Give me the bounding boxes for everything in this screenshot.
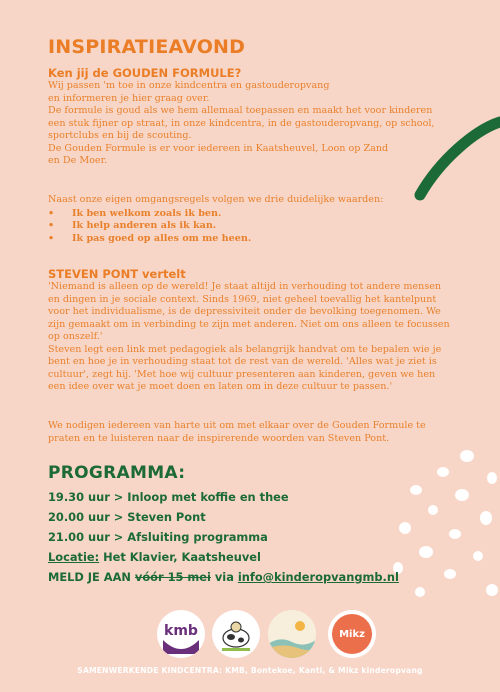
body-line: Steven legt een link met pedagogiek als belangrijk handvat om te bepalen wie je <box>48 343 442 355</box>
list-item: • Ik help anderen als ik kan. <box>48 220 217 231</box>
register-via: via <box>210 570 238 584</box>
intro-line: en informeren je hier graag over. <box>48 92 210 104</box>
register-email-link[interactable]: info@kinderopvangmb.nl <box>237 570 399 584</box>
intro-line: en De Moer. <box>48 155 108 166</box>
invite-line: praten en te luisteren naar de inspirerende woorden van Steven Pont. <box>48 432 390 444</box>
programma-item: 19.30 uur > Inloop met koffie en thee <box>48 490 289 504</box>
location-label: Locatie: <box>48 550 100 564</box>
intro-line: sportclubs en bij de scouting. <box>48 130 192 141</box>
list-item: • Ik pas goed op alles om me heen. <box>48 232 252 244</box>
bullet-icon: • <box>48 220 55 231</box>
quote-line: en dingen in je sociale context. Sinds 1969, niet geheel toevallig het kantelpunt <box>48 293 437 305</box>
bontekoe-logo <box>212 610 260 658</box>
location-line <box>48 550 261 564</box>
intro-line: De Gouden Formule is er voor iedereen in Kaatsheuvel, Loon op Zand <box>48 142 389 154</box>
cow-icon <box>212 610 260 658</box>
bullet-icon: • <box>48 207 55 219</box>
values-section <box>48 194 458 245</box>
quote-line: zijn gemaakt om in verbinding te zijn met anderen. Niet om ons alleen te focussen <box>48 318 450 330</box>
register-line <box>48 570 399 584</box>
mikz-logo-text: Mikz <box>339 628 365 640</box>
kanti-logo <box>268 610 316 658</box>
page-title: INSPIRATIEAVOND <box>48 36 246 58</box>
mikz-logo <box>328 610 376 658</box>
body-line: cultuur', zegt hij. 'Met hoe wij cultuur presenteren aan kinderen, geven we hen <box>48 368 436 380</box>
intro-line: Wij passen 'm toe in onze kindcentra en gastouderopvang <box>48 80 330 91</box>
intro-line: een stuk fijner op straat, in onze kindcentra, in de gastouderopvang, op school, <box>48 117 435 129</box>
body-line: bent en hoe je in verhouding staat tot de rest van de wereld. 'Alles wat je ziet is <box>48 356 437 367</box>
values-intro: Naast onze eigen omgangsregels volgen we drie duidelijke waarden: <box>48 194 384 205</box>
quote-line: 'Niemand is alleen op de wereld! Je staat altijd in verhouding tot andere mensen <box>48 281 442 292</box>
intro-heading: Ken jij de GOUDEN FORMULE? <box>48 66 242 80</box>
footer-partners: SAMENWERKENDE KINDCENTRA: KMB, Bontekoe, Kanti, & Mikz kinderopvang <box>77 666 423 675</box>
list-item: • Ik ben welkom zoals ik ben. <box>48 207 222 219</box>
quote-line: voor het individualisme, is de depressiviteit onder de bevolking toegenomen. We <box>48 306 441 317</box>
register-prefix: MELD JE AAN <box>48 570 135 584</box>
kmb-logo <box>157 610 205 658</box>
quote-line: op onszelf.' <box>48 331 103 342</box>
programma-item: 20.00 uur > Steven Pont <box>48 510 206 524</box>
location-value: Het Klavier, Kaatsheuvel <box>99 550 261 564</box>
kmb-logo-text: kmb <box>164 623 198 639</box>
steven-heading: STEVEN PONT vertelt <box>48 267 186 281</box>
intro-line: De formule is goud als we hem allemaal toepassen en maakt het voor kinderen <box>48 105 433 116</box>
values-list <box>48 208 458 246</box>
invite-line: We nodigen iedereen van harte uit om met elkaar over de Gouden Formule te <box>48 420 426 431</box>
register-deadline: vóór 15 mei <box>134 570 211 584</box>
body-line: een idee over wat je moet doen en laten om in deze cultuur te passen.' <box>48 381 393 392</box>
steven-section <box>48 267 458 394</box>
intro-section <box>48 66 458 168</box>
partner-logos <box>0 610 500 660</box>
kanti-landscape-icon <box>268 610 316 658</box>
invite-section <box>48 420 458 445</box>
programma-item: 21.00 uur > Afsluiting programma <box>48 530 268 544</box>
programma-title: PROGRAMMA: <box>48 463 186 483</box>
bullet-icon: • <box>48 232 55 244</box>
